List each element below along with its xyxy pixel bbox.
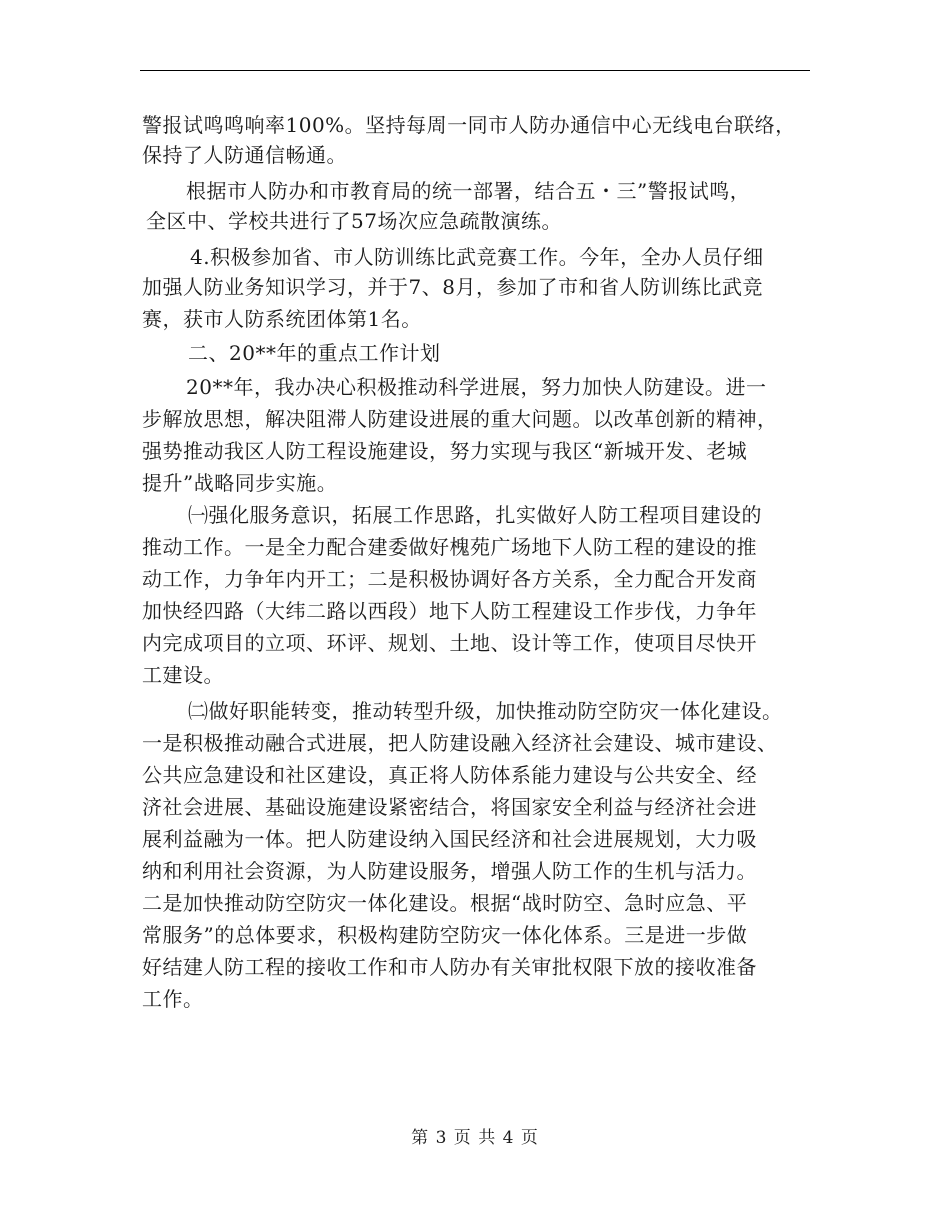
text-line: 济社会进展、基础设施建设紧密结合，将国家安全利益与经济社会进 [142, 795, 757, 819]
text-line: ㈠强化服务意识，拓展工作思路，扎实做好人防工程项目建设的 [188, 503, 762, 527]
text-line: 内完成项目的立项、环评、规划、土地、设计等工作，使项目尽快开 [142, 631, 757, 655]
text-line: 4.积极参加省、市人防训练比武竞赛工作。今年，全办人员仔细 [190, 245, 764, 269]
text-line: 工建设。 [142, 663, 224, 687]
text-line: 好结建人防工程的接收工作和市人防办有关审批权限下放的接收准备 [142, 955, 757, 979]
text-line: 常服务”的总体要求，积极构建防空防灾一体化体系。三是进一步做 [142, 923, 748, 947]
text-line: 推动工作。一是全力配合建委做好槐苑广场地下人防工程的建设的推 [142, 535, 757, 559]
text-line: ㈡做好职能转变，推动转型升级，加快推动防空防灾一体化建设。 [188, 699, 783, 723]
text-line: 警报试鸣鸣响率100%。坚持每周一同市人防办通信中心无线电台联络， [142, 113, 796, 137]
text-line: 工作。 [142, 987, 204, 1011]
text-line: 步解放思想，解决阻滞人防建设进展的重大问题。以改革创新的精神， [142, 407, 778, 431]
text-line: 公共应急建设和社区建设，真正将人防体系能力建设与公共安全、经 [142, 763, 757, 787]
text-line: 加强人防业务知识学习，并于7、8月，参加了市和省人防训练比武竞 [142, 275, 763, 299]
section-heading: 二、20**年的重点工作计划 [188, 341, 441, 365]
text-line: 赛，获市人防系统团体第1名。 [142, 307, 422, 331]
text-line: 全区中、学校共进行了57场次应急疏散演练。 [146, 209, 562, 233]
text-line: 一是积极推动融合式进展，把人防建设融入经济社会建设、城市建设、 [142, 731, 778, 755]
text-line: 展利益融为一体。把人防建设纳入国民经济和社会进展规划，大力吸 [142, 827, 757, 851]
page-number: 第 3 页 共 4 页 [411, 1128, 539, 1148]
text-line: 保持了人防通信畅通。 [142, 143, 347, 167]
text-line: 根据市人防办和市教育局的统一部署，结合五・三”警报试鸣， [186, 179, 751, 203]
text-line: 强势推动我区人防工程设施建设，努力实现与我区“新城开发、老城 [142, 439, 748, 463]
text-line: 纳和利用社会资源，为人防建设服务，增强人防工作的生机与活力。 [142, 859, 757, 883]
text-line: 加快经四路（大纬二路以西段）地下人防工程建设工作步伐，力争年 [142, 599, 757, 623]
text-line: 二是加快推动防空防灾一体化建设。根据“战时防空、急时应急、平 [142, 891, 748, 915]
text-line: 动工作，力争年内开工；二是积极协调好各方关系，全力配合开发商 [142, 567, 757, 591]
text-line: 提升”战略同步实施。 [142, 471, 338, 495]
text-line: 20**年，我办决心积极推动科学进展，努力加快人防建设。进一 [186, 375, 767, 399]
